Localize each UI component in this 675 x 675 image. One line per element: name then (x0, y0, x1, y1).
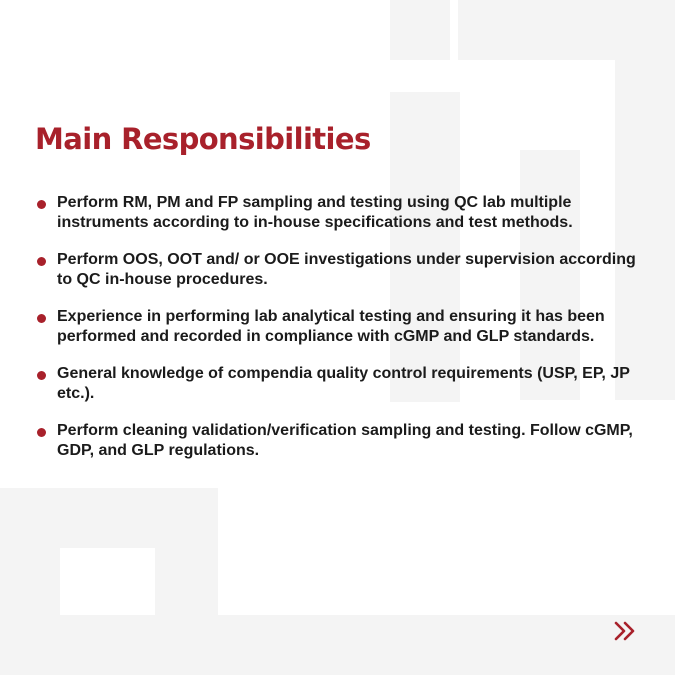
list-item (35, 250, 645, 290)
bullet-dot-icon (37, 200, 46, 209)
bullet-dot-icon (37, 257, 46, 266)
background-pattern-top (390, 0, 450, 60)
list-item-text: General knowledge of compendia quality control requirements (USP, EP, JP etc.). (57, 365, 630, 402)
list-item (35, 421, 645, 461)
bullet-dot-icon (37, 371, 46, 380)
background-pattern-bottom-left (0, 488, 218, 548)
list-item (35, 307, 645, 347)
list-item-text: Perform OOS, OOT and/ or OOE investigations under supervision according to QC in-house procedures. (57, 251, 636, 288)
background-pattern-top-right (458, 0, 675, 60)
list-item (35, 193, 645, 233)
list-item (35, 364, 645, 404)
double-chevron-right-icon[interactable] (613, 619, 637, 643)
background-pattern-bottom-strip (0, 615, 675, 675)
list-item-text: Perform cleaning validation/verification sampling and testing. Follow cGMP, GDP, and GLP regulations. (57, 422, 633, 459)
list-item-text: Experience in performing lab analytical testing and ensuring it has been performed and recorded in compliance with cGMP and GLP standards. (57, 308, 605, 345)
responsibilities-list (35, 193, 645, 478)
bullet-dot-icon (37, 428, 46, 437)
bullet-dot-icon (37, 314, 46, 323)
list-item-text: Perform RM, PM and FP sampling and testing using QC lab multiple instruments according to in-house specifications and test methods. (57, 194, 573, 231)
page-title: Main Responsibilities (35, 122, 371, 156)
